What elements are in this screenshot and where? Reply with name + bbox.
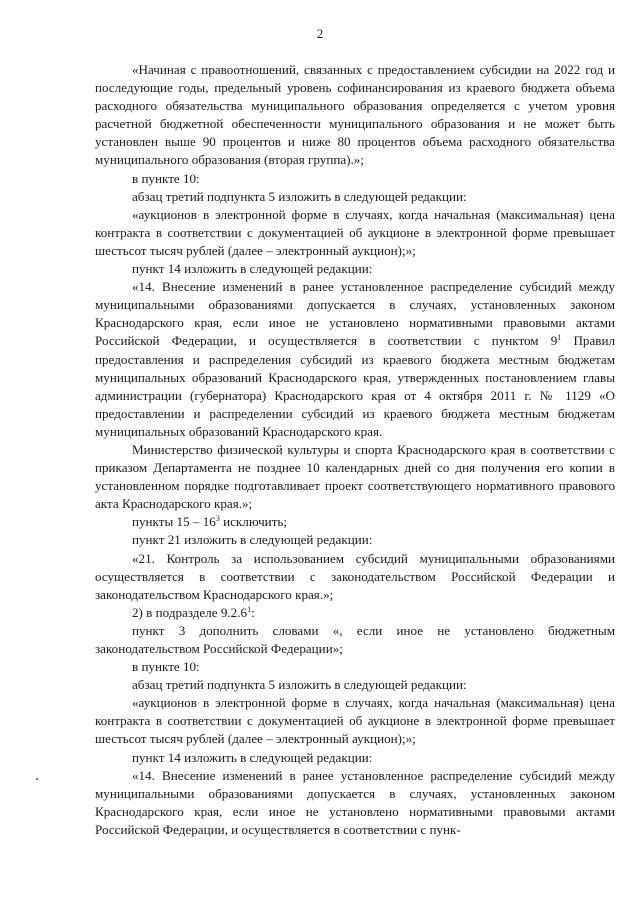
page-number: 2 — [316, 26, 324, 41]
paragraph-item3: пункт 3 дополнить словами «, если иное не установлено бюджетным законодательством Российской Федерации»; — [95, 622, 615, 656]
item14-text-after: Правил предоставления и распределения субсидий из краевого бюджета местным бюджетам муниципальных образований Краснодарского края, утвержденных постановлением главы администрации (губернатора) Краснодарского края от 4 октября 2011 г. № 1129 «О предоставлении и распределении субсидий из краевого бюджета местным бюджетам муниципальных образований Краснодарского края. — [95, 333, 616, 439]
items15-text-after: исключить; — [219, 514, 288, 530]
paragraph-item10-b: в пункте 10: — [132, 659, 200, 675]
document-body — [95, 61, 615, 839]
scan-speck — [36, 778, 38, 780]
paragraph-item14-intro-b: пункт 14 изложить в следующей редакции: — [132, 749, 373, 765]
paragraph-item14 — [95, 278, 615, 441]
paragraph-items15 — [95, 513, 615, 531]
paragraph-ministry: Министерство физической культуры и спорта Краснодарского края в соответствии с приказом Департамента не позднее 10 календарных дней со дня получения его копии в установленном порядке подготавливает проект соответствующего нормативного правового акта Краснодарского края.»; — [95, 441, 615, 512]
paragraph-item14-intro: пункт 14 изложить в следующей редакции: — [132, 261, 373, 277]
paragraph-item21-intro: пункт 21 изложить в следующей редакции: — [132, 532, 373, 548]
paragraph-item21: «21. Контроль за использованием субсидий муниципальными образованиями осуществляется в соответствии с законодательством Российской Федерации и законодательством Краснодарского края.»; — [95, 550, 615, 602]
item14-text-before: «14. Внесение изменений в ранее установленное распределение субсидий между муниципальными образованиями допускается в случаях, установленных законом Краснодарского края, если иное не установлено нормативными правовыми актами Российской Федерации, и осуществляется в соответствии с пунктом 9 — [95, 279, 615, 349]
paragraph-auction: «аукционов в электронной форме в случаях, когда начальная (максимальная) цена контракта в соответствии с документацией об аукционе в электронной форме превышает шестьсот тысяч рублей (далее – электронный аукцион);»; — [95, 206, 615, 258]
paragraph-item10: в пункте 10: — [132, 170, 200, 186]
paragraph-cofinancing: «Начиная с правоотношений, связанных с предоставлением субсидии на 2022 год и последующие годы, предельный уровень софинансирования из краевого бюджета объема расходного обязательства муниципального образования определяется с учетом уровня расчетной бюджетной обеспеченности муниципального образования и не может быть установлен выше 90 процентов и ниже 80 процентов объема расходного обязательства муниципального образования (вторая группа).»; — [95, 62, 615, 168]
paragraph-sub5-b: абзац третий подпункта 5 изложить в следующей редакции: — [132, 677, 467, 693]
items15-text-before: пункты 15 – 16 — [132, 514, 216, 530]
paragraph-item14-b: «14. Внесение изменений в ранее установленное распределение субсидий между муниципальными образованиями допускается в случаях, установленных законом Краснодарского края, если иное не установлено нормативными правовыми актами Российской Федерации, и осуществляется в соответствии с пунк- — [95, 767, 615, 837]
paragraph-sub5: абзац третий подпункта 5 изложить в следующей редакции: — [132, 188, 467, 204]
item14-superscript: 1 — [557, 333, 562, 343]
sub926-superscript: 1 — [247, 604, 252, 614]
items15-superscript: 3 — [215, 514, 220, 524]
sub926-text-after: : — [251, 604, 255, 620]
sub926-text-before: 2) в подразделе 9.2.6 — [132, 604, 248, 620]
paragraph-subsection-926 — [95, 604, 615, 622]
paragraph-auction-b: «аукционов в электронной форме в случаях, когда начальная (максимальная) цена контракта в соответствии с документацией об аукционе в электронной форме превышает шестьсот тысяч рублей (далее – электронный аукцион);»; — [95, 695, 615, 747]
